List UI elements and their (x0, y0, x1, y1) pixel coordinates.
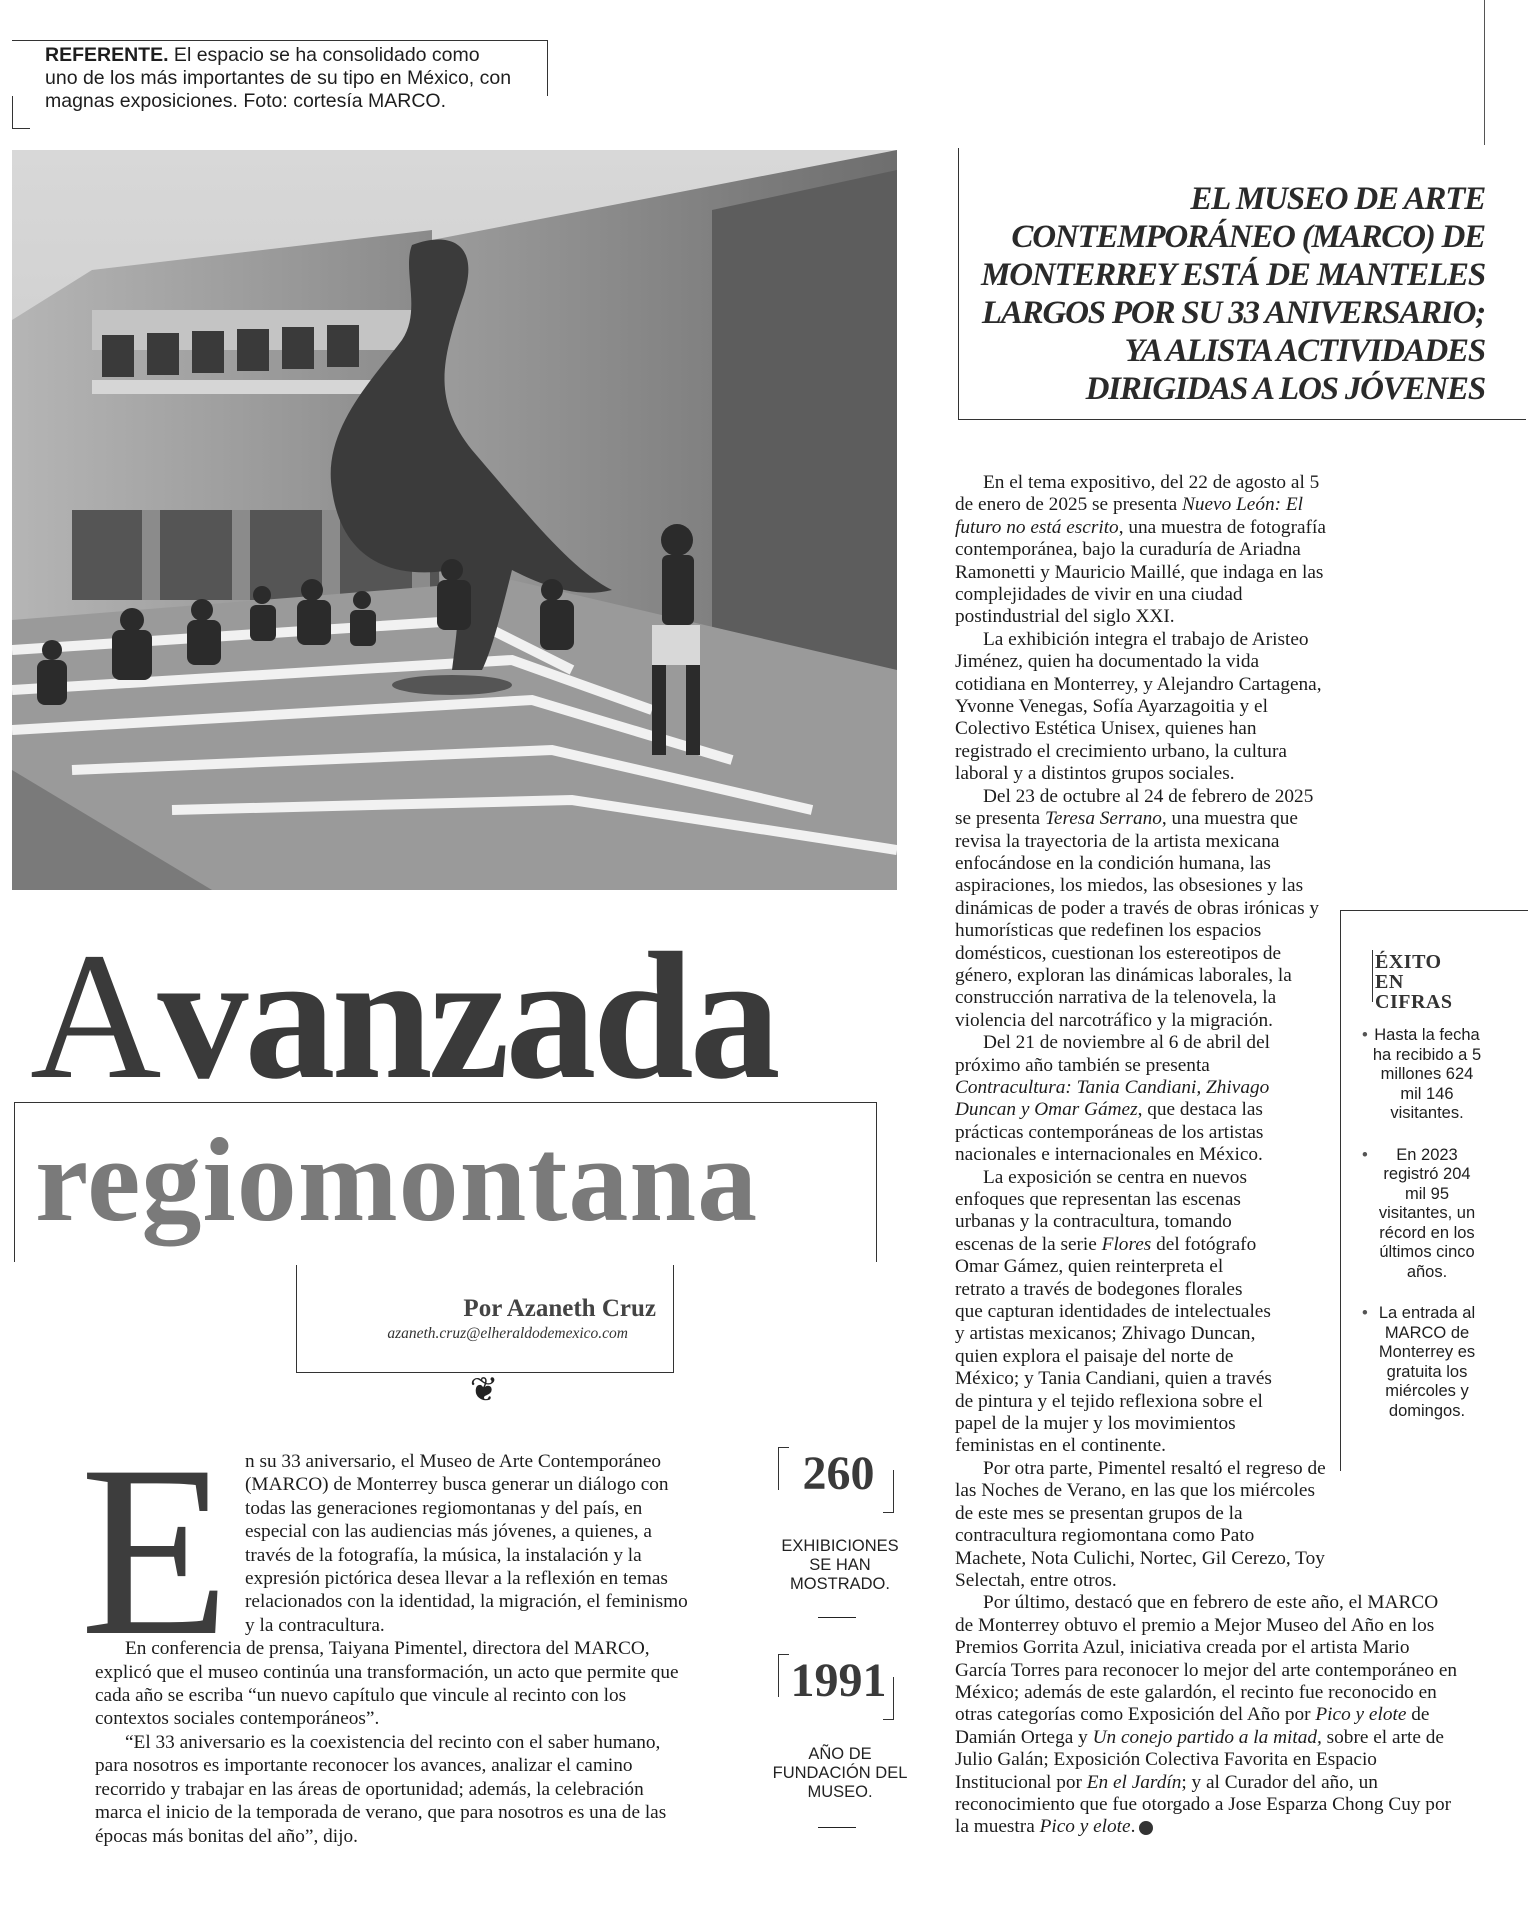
body-text: . (1130, 1816, 1136, 1838)
work-title: Pico y elote (1039, 1816, 1131, 1838)
sidebar-title-line: ÉXITO (1375, 951, 1442, 973)
sidebar-list (1362, 1026, 1482, 1443)
byline-author: Por Azaneth Cruz (463, 1295, 656, 1322)
bullet-icon: • (1362, 1145, 1368, 1164)
museum-photo (12, 150, 897, 890)
body-text: En el tema expositivo, del 22 de agosto al 5 de enero de 2025 se presenta (955, 472, 1320, 516)
work-title: En el Jardín (1086, 1771, 1182, 1793)
stat-number: 1991 (790, 1654, 887, 1707)
lead-paragraph: n su 33 aniversario, el Museo de Arte Contemporáneo (MARCO) de Monterrey busca generar un diálogo con todas las generaciones regiomontanas y del país, en especial con las audiencias más jóvenes, a quienes, a través de la fotografía, la música, la instalación y la expresión pictórica desea llevar a la reflexión en temas relacionados con la identidad, la migración, el feminismo y la contracultura. (245, 1451, 688, 1636)
sidebar-title-line: CIFRAS (1375, 991, 1453, 1013)
caption-text: El espacio se ha consolidado como uno de los más importantes de su tipo en México, con magnas exposiciones. Foto: cortesía MARCO. (45, 44, 512, 112)
stat-bracket-right (883, 1677, 894, 1720)
deck-line: MONTERREY ESTÁ DE MANTELES (981, 257, 1485, 293)
deck-line: LARGOS POR SU 33 ANIVERSARIO; (981, 295, 1485, 331)
drop-cap: E (80, 1415, 230, 1686)
ornament-icon: ❦ (469, 1372, 499, 1409)
body-text: , una muestra de fotografía contemporánea, bajo la curaduría de Ariadna Ramonetti y Mauricio Maillé, que indaga en las complejidades de vivir en una ciudad postindustrial del siglo XXI. (955, 516, 1326, 628)
bullet-icon: • (1362, 1304, 1368, 1322)
body-text: , una muestra que revisa la trayectoria de la artista mexicana enfocándose en la condición humana, las aspiraciones, los miedos, las obsesiones y las dinámicas de poder a través de obras irónicas y humorísticas que redefinen los espacios domésticos, cuestionan los estereotipos de género, exploran las dinámicas laborales, la construcción narrativa de la telenovela, la violencia del narcotráfico y la migración. (955, 808, 1320, 1031)
body-paragraph (955, 1167, 1275, 1458)
headline-frame-right (876, 1102, 877, 1262)
body-text: Del 21 de noviembre al 6 de abril del próximo año también se presenta (955, 1032, 1270, 1076)
sidebar-item (1362, 1026, 1482, 1124)
sidebar-item-text: La entrada al MARCO de Monterrey es gratuita los miércoles y domingos. (1378, 1304, 1476, 1420)
body-paragraph: Por otra parte, Pimentel resaltó el regreso de las Noches de Verano, en las que los miércoles de este mes se presentan grupos de la contracultura regiomontana como Pato Machete, Nota Culichi, Nortec, Gil Cerezo, Toy Selectah, entre otros. (955, 1457, 1326, 1591)
sidebar-title-line: EN (1375, 971, 1404, 993)
work-title: Un conejo partido a la mitad, (1092, 1726, 1322, 1748)
bullet-icon: • (1362, 1026, 1368, 1044)
body-text: ; y al Curador del año, un reconocimiento que fue otorgado a Jose Esparza Chong Cuy por la muestra (955, 1771, 1452, 1838)
museum-photo-illustration (12, 150, 897, 890)
caption-frame-right (547, 40, 548, 96)
headline-frame-left (14, 1102, 15, 1262)
stat-label: EXHIBICIONES SE HAN MOSTRADO. (781, 1537, 899, 1593)
body-paragraph (955, 1592, 1460, 1838)
deck-line: YA ALISTA ACTIVIDADES (1124, 333, 1485, 369)
end-mark-icon (1139, 1821, 1153, 1835)
exhibition-title: Teresa Serrano (1044, 808, 1162, 830)
lead-paragraph: En conferencia de prensa, Taiyana Pimentel, directora del MARCO, explicó que el museo continúa una transformación, un acto que permite que cada año se escriba “un nuevo capítulo que vincule al recinto con los contextos sociales contemporáneos”. (95, 1638, 679, 1730)
exhibition-title: Contracultura: Tania Candiani, Zhivago Duncan y Omar Gámez (955, 1076, 1270, 1121)
body-text: , que destaca las prácticas contemporáneas de los artistas nacionales e internacionales en México. (955, 1099, 1264, 1166)
exhibition-title: Nuevo León: El futuro no está escrito (955, 494, 1304, 538)
series-title: Flores (1101, 1233, 1152, 1255)
body-paragraph (955, 472, 1330, 629)
stat-label: AÑO DE FUNDACIÓN DEL MUSEO. (772, 1745, 908, 1801)
caption-frame-bottom (12, 128, 30, 129)
photo-caption (45, 44, 515, 113)
headline-line-2: regiomontana (35, 1113, 759, 1246)
sidebar-item (1362, 1145, 1482, 1283)
body-paragraph: La exhibición integra el trabajo de Aristeo Jiménez, quien ha documentado la vida cotidiana en Monterrey, y Alejandro Cartagena, Yvonne Venegas, Sofía Ayarzagoitia y el Colectivo Estética Unisex, quienes han registrado el crecimiento urbano, la cultura laboral y a distintos grupos sociales. (955, 628, 1322, 785)
headline-line-1 (30, 916, 777, 1117)
body-text: del fotógrafo Omar Gámez, quien reinterpreta el retrato a través de bodegones florales que capturan identidades de intelectuales y artistas mexicanos; Zhivago Duncan, quien explora el paisaje del norte de México; y Tania Candiani, quien a través de pintura y el tejido reflexiona sobre el papel de la mujer y los movimientos feministas en el continente. (955, 1233, 1272, 1457)
body-text: Del 23 de octubre al 24 de febrero de 2025 se presenta (955, 785, 1314, 830)
byline-email: azaneth.cruz@elheraldodemexico.com (387, 1325, 628, 1342)
deck-line: DIRIGIDAS A LOS JÓVENES (1085, 371, 1485, 407)
lead-paragraph: “El 33 aniversario es la coexistencia del recinto con el saber humano, para nosotros es importante reconocer los avances, analizar el camino recorrido y trabajar en las áreas de oportunidad; además, la celebración marca el inicio de la temporada de verano, que para nosotros es una de las épocas más bonitas del año”, dijo. (95, 1731, 667, 1847)
caption-frame-left (12, 96, 13, 128)
deck-line: EL MUSEO DE ARTE (1190, 181, 1485, 217)
stat-divider (818, 1827, 856, 1828)
caption-label: REFERENTE. (45, 44, 169, 66)
caption-frame-top (12, 40, 547, 41)
sidebar-item (1362, 1304, 1482, 1421)
headline-frame-top (14, 1102, 876, 1103)
headline-initial: A (30, 916, 158, 1117)
body-text: de Damián Ortega y (955, 1704, 1430, 1748)
work-title: Pico y elote (1315, 1704, 1407, 1726)
stat-bracket-right (883, 1470, 894, 1513)
body-text: Por último, destacó que en febrero de este año, el MARCO de Monterrey obtuvo el premio a Mejor Museo del Año en los Premios Gorrita Azul, iniciativa creada por el artista Mario García Torres para reconocer lo mejor del arte contemporáneo en México; además de este galardón, el recinto fue reconocido en otras categorías como Exposición del Año por (955, 1592, 1458, 1726)
deck-text (980, 180, 1485, 408)
stat-number: 260 (802, 1447, 875, 1500)
sidebar-item-text: En 2023 registró 204 mil 95 visitantes, un récord en los últimos cinco años. (1378, 1145, 1476, 1281)
sidebar-title-rule (1372, 950, 1373, 1002)
deck-line: CONTEMPORÁNEO (MARCO) DE (1011, 219, 1485, 255)
body-paragraph (955, 786, 1330, 1032)
body-paragraph (955, 1032, 1275, 1166)
body-text: La exposición se centra en nuevos enfoques que representan las escenas urbanas y la contracultura, tomando escenas de la serie (955, 1166, 1247, 1255)
sidebar-title (1375, 952, 1452, 1012)
page-divider (1484, 0, 1485, 145)
lead-column (95, 1450, 693, 1848)
stat-divider (818, 1617, 856, 1618)
body-text: sobre el arte de Julio Galán; Exposición Colectiva Favorita en Espacio Institucional por (955, 1726, 1444, 1793)
headline-rest: vanzada (157, 916, 777, 1117)
sidebar-item-text: Hasta la fecha ha recibido a 5 millones 624 mil 146 visitantes. (1372, 1026, 1482, 1122)
